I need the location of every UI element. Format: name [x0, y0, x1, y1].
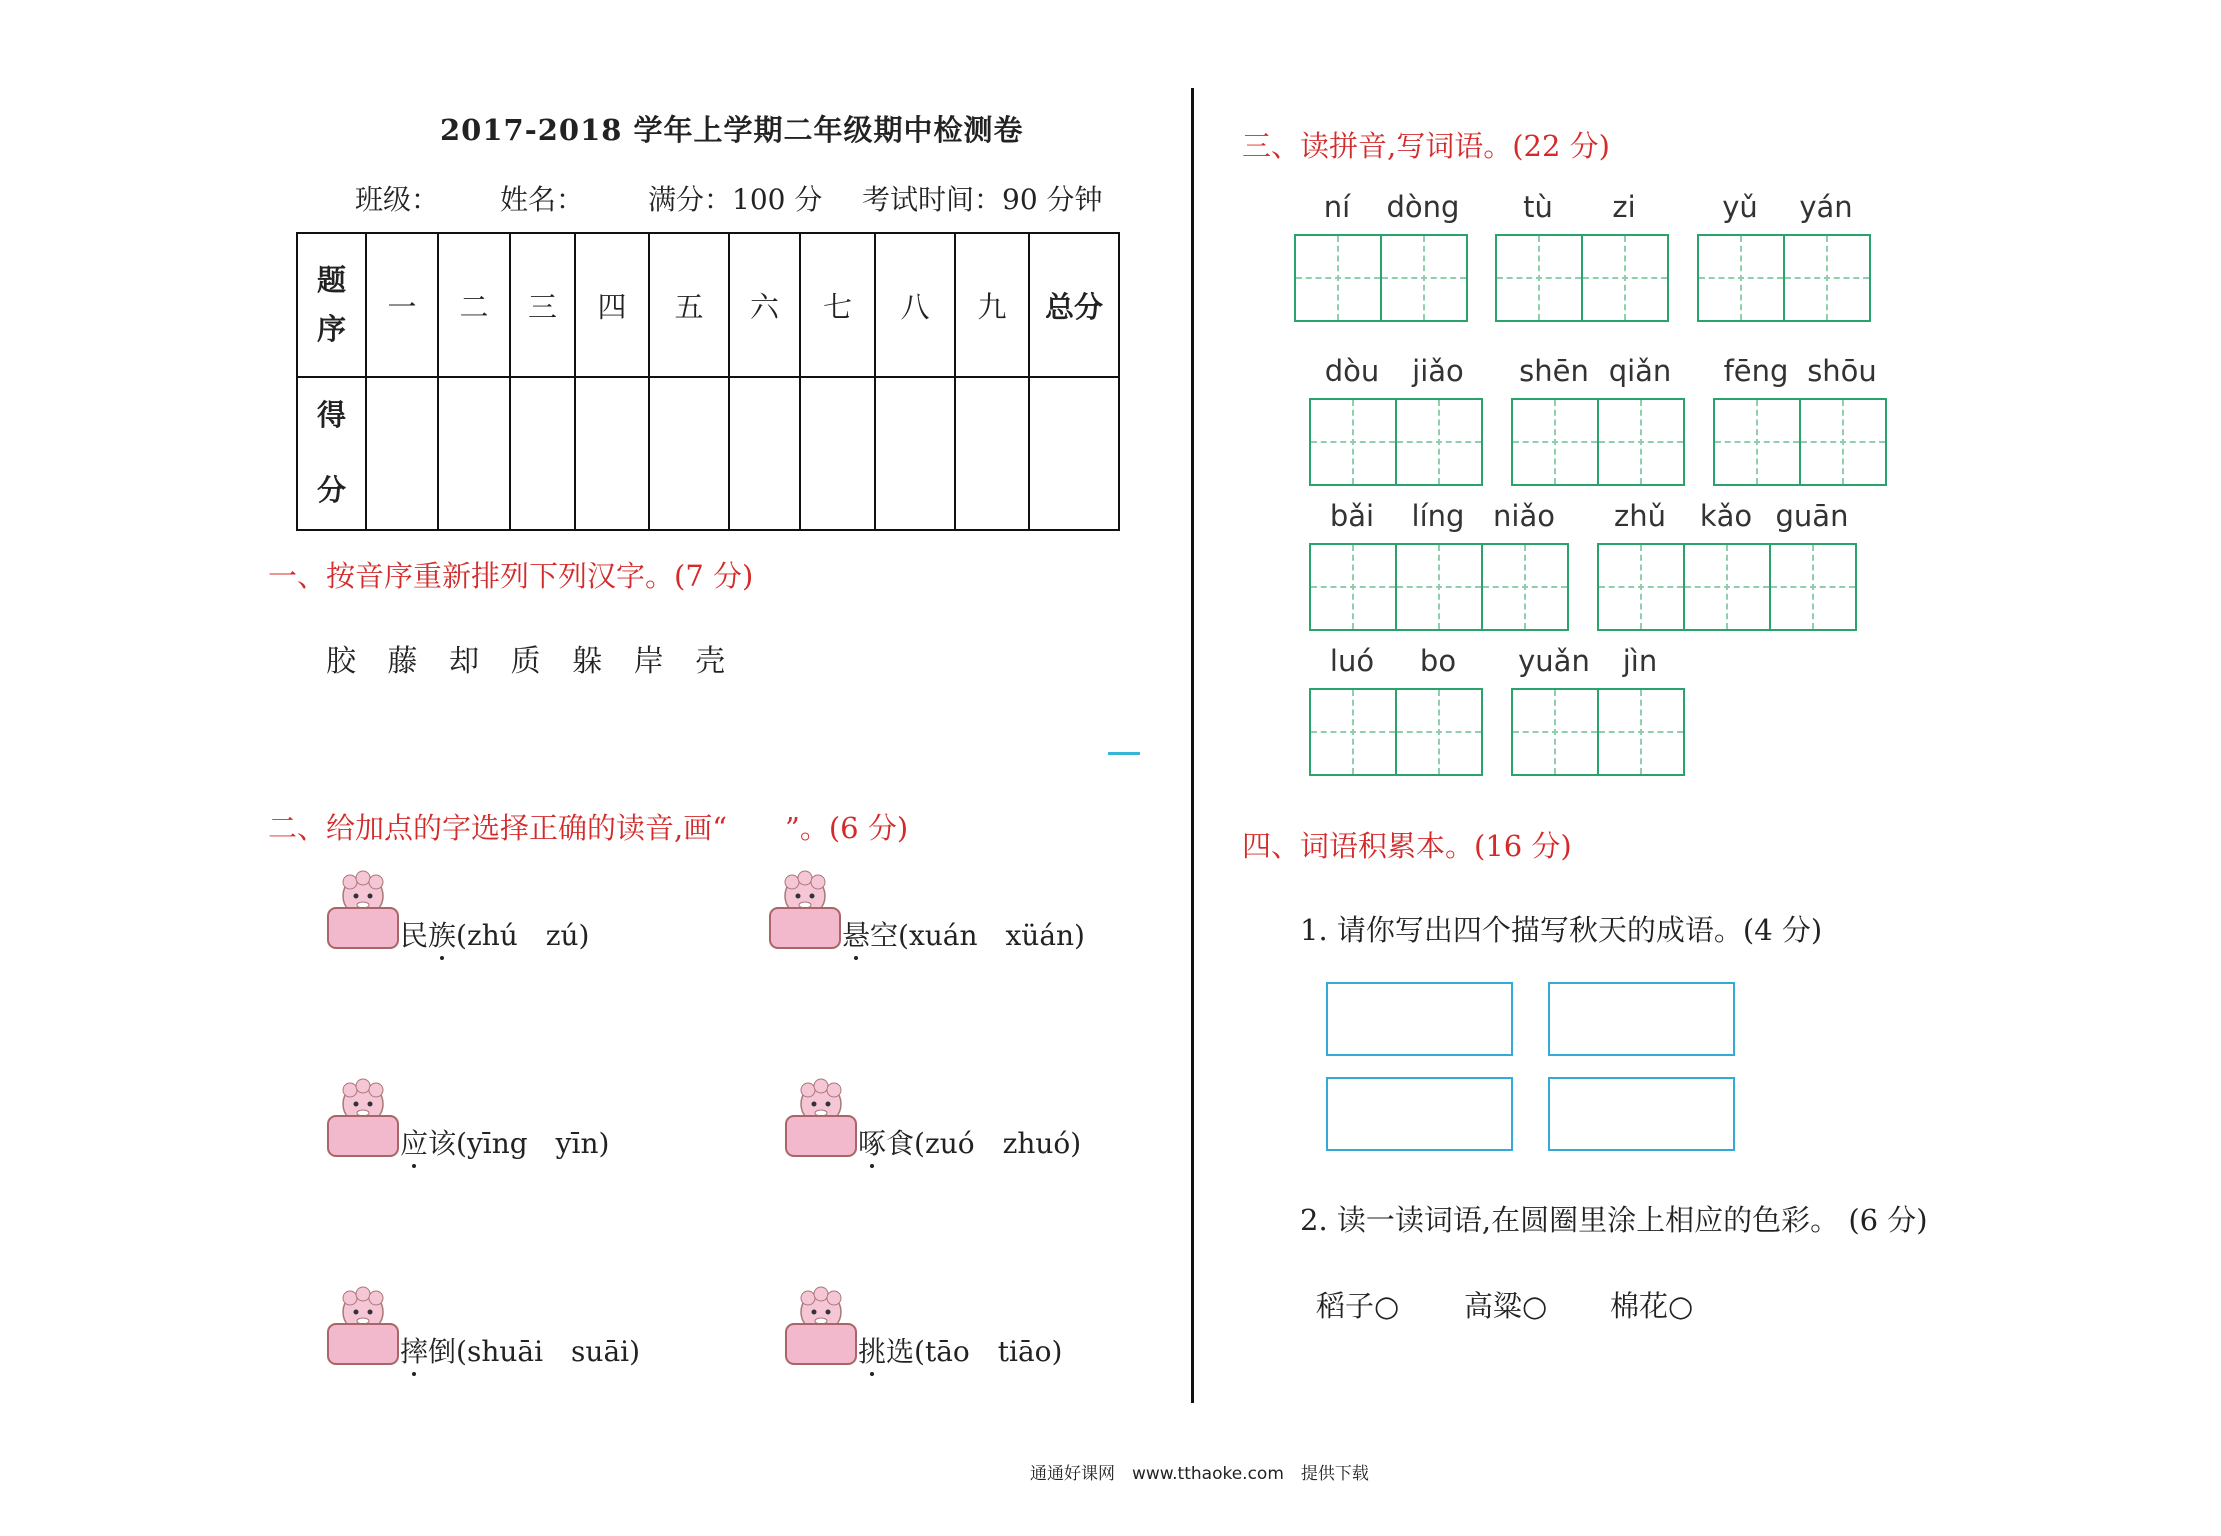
q4-sub2: 2. 读一读词语,在圆圈里涂上相应的色彩。 (6 分): [1300, 1203, 1928, 1237]
color-word: 高粱○: [1464, 1289, 1548, 1323]
dash-mark: [1108, 752, 1140, 755]
score-cell[interactable]: [510, 377, 575, 530]
idiom-box[interactable]: [1548, 982, 1735, 1056]
full-score: 满分：100 分: [648, 183, 823, 216]
row-header-score: 得 分: [297, 377, 366, 530]
q4-sub1: 1. 请你写出四个描写秋天的成语。(4 分): [1300, 913, 1823, 947]
col-header-total: 总分: [1029, 233, 1119, 377]
reading-item: 啄食(zuó zhuó): [858, 1127, 1082, 1160]
col-header: 七: [800, 233, 875, 377]
score-cell[interactable]: [438, 377, 510, 530]
pinyin-label: qiǎn: [1608, 354, 1672, 388]
pinyin-label: tù: [1523, 190, 1553, 224]
sheep-icon: [784, 1282, 858, 1370]
pinyin-label: ní: [1323, 190, 1351, 224]
score-cell[interactable]: [729, 377, 800, 530]
sheep-icon: [768, 866, 842, 954]
col-header: 一: [366, 233, 438, 377]
sheep-icon: [784, 1074, 858, 1162]
idiom-box[interactable]: [1326, 1077, 1513, 1151]
pinyin-label: zi: [1612, 190, 1636, 224]
q4-heading: 四、词语积累本。(16 分): [1242, 829, 1572, 863]
writing-grid[interactable]: [1309, 543, 1569, 631]
col-header: 八: [875, 233, 955, 377]
pinyin-label: yǔ: [1722, 190, 1758, 224]
pinyin-label: dòng: [1386, 190, 1460, 224]
writing-grid[interactable]: [1713, 398, 1887, 486]
footer-source: 通通好课网 www.tthaoke.com 提供下载: [1030, 1464, 1369, 1484]
sheep-icon: [326, 1282, 400, 1370]
col-header: 五: [649, 233, 729, 377]
sheep-icon: [326, 1074, 400, 1162]
pinyin-label: fēng: [1723, 354, 1789, 388]
reading-item: 摔倒(shuāi suāi): [400, 1335, 641, 1368]
score-cell[interactable]: [800, 377, 875, 530]
score-cell[interactable]: [955, 377, 1029, 530]
score-cell[interactable]: [649, 377, 729, 530]
writing-grid[interactable]: [1309, 688, 1483, 776]
idiom-box[interactable]: [1326, 982, 1513, 1056]
idiom-box[interactable]: [1548, 1077, 1735, 1151]
color-word: 棉花○: [1610, 1289, 1694, 1323]
pinyin-label: líng: [1411, 499, 1465, 533]
class-label: 班级：: [355, 183, 440, 216]
pinyin-options[interactable]: (xuán xüán): [898, 919, 1085, 952]
pinyin-label: bo: [1419, 644, 1457, 678]
pinyin-label: dòu: [1324, 354, 1380, 388]
pinyin-options[interactable]: (zhú zú): [456, 919, 590, 952]
writing-grid[interactable]: [1597, 543, 1857, 631]
pinyin-label: jìn: [1622, 644, 1658, 678]
score-cell[interactable]: [1029, 377, 1119, 530]
writing-grid[interactable]: [1309, 398, 1483, 486]
color-word: 稻子○: [1316, 1289, 1400, 1323]
writing-grid[interactable]: [1495, 234, 1669, 322]
reading-item: 挑选(tāo tiāo): [858, 1335, 1063, 1368]
pinyin-label: jiǎo: [1412, 354, 1464, 388]
q1-characters: 胶 藤 却 质 躲 岸 壳: [326, 644, 726, 679]
q3-heading: 三、读拼音,写词语。(22 分): [1242, 129, 1610, 163]
col-header: 二: [438, 233, 510, 377]
reading-item: 悬空(xuán xüán): [842, 919, 1085, 952]
q1-heading: 一、按音序重新排列下列汉字。(7 分): [268, 559, 754, 593]
col-header: 六: [729, 233, 800, 377]
pinyin-label: yán: [1799, 190, 1853, 224]
score-cell[interactable]: [575, 377, 649, 530]
column-divider: [1191, 88, 1194, 1403]
pinyin-label: luó: [1329, 644, 1375, 678]
pinyin-options[interactable]: (tāo tiāo): [914, 1335, 1063, 1368]
score-cell[interactable]: [366, 377, 438, 530]
writing-grid[interactable]: [1511, 688, 1685, 776]
pinyin-label: bǎi: [1329, 499, 1375, 533]
q2-heading: 二、给加点的字选择正确的读音,画“ ”。(6 分): [268, 811, 909, 845]
col-header: 三: [510, 233, 575, 377]
pinyin-options[interactable]: (zuó zhuó): [914, 1127, 1082, 1160]
pinyin-options[interactable]: (yīng yīn): [456, 1127, 610, 1160]
row-header-order: 题 序: [297, 233, 366, 377]
name-label: 姓名：: [500, 183, 585, 216]
pinyin-label: niǎo: [1493, 499, 1555, 533]
pinyin-label: shēn: [1519, 354, 1589, 388]
col-header: 四: [575, 233, 649, 377]
reading-item: 应该(yīng yīn): [400, 1127, 610, 1160]
pinyin-label: zhǔ: [1614, 499, 1666, 533]
pinyin-label: yuǎn: [1518, 644, 1590, 678]
pinyin-label: guān: [1775, 499, 1849, 533]
sheep-icon: [326, 866, 400, 954]
pinyin-label: kǎo: [1699, 499, 1753, 533]
page-title: 2017-2018 学年上学期二年级期中检测卷: [440, 113, 1024, 147]
writing-grid[interactable]: [1294, 234, 1468, 322]
writing-grid[interactable]: [1697, 234, 1871, 322]
score-table: [296, 232, 1120, 531]
col-header: 九: [955, 233, 1029, 377]
pinyin-options[interactable]: (shuāi suāi): [456, 1335, 641, 1368]
reading-item: 民族(zhú zú): [400, 919, 590, 952]
writing-grid[interactable]: [1511, 398, 1685, 486]
pinyin-label: shōu: [1807, 354, 1877, 388]
score-cell[interactable]: [875, 377, 955, 530]
exam-time: 考试时间：90 分钟: [862, 183, 1103, 216]
